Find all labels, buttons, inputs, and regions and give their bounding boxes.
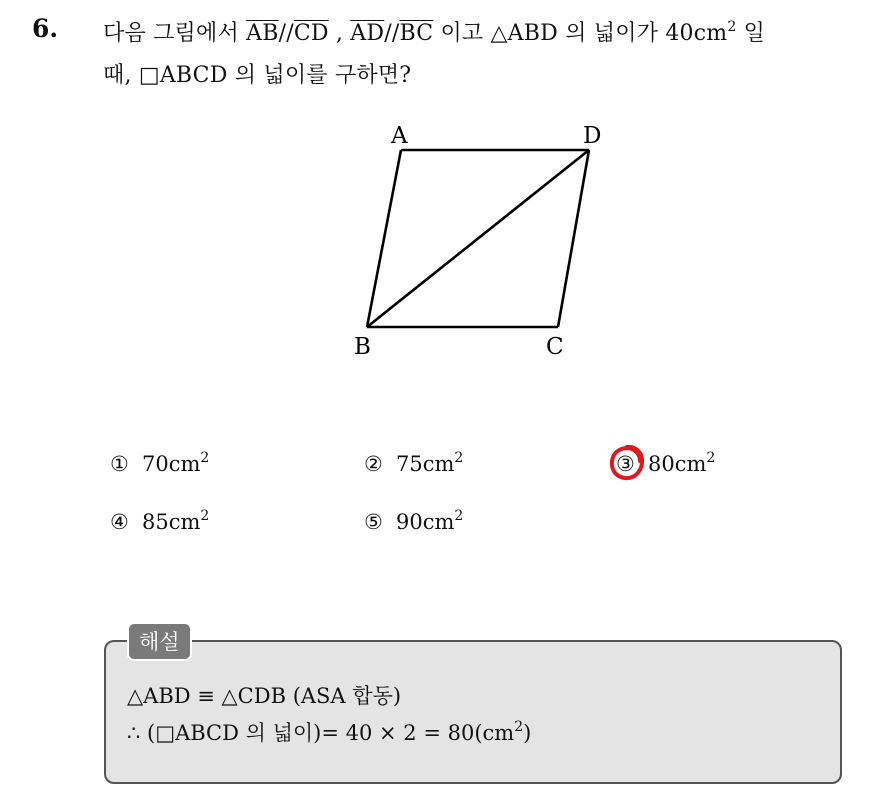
segment-ab: $\overline{AB}$ (246, 21, 279, 46)
question-number: 6. (32, 14, 59, 43)
superscript: 2 (514, 719, 524, 735)
choice-2[interactable] (364, 452, 463, 476)
choice-1[interactable] (110, 452, 209, 476)
choice-number (616, 452, 648, 476)
diagonal-bd (367, 150, 589, 327)
choice-3[interactable] (616, 452, 715, 476)
choice-number: ① (110, 452, 129, 476)
question-prefix: 다음 그림에서 (103, 21, 247, 46)
choice-value: 70cm (142, 452, 201, 476)
choice-value: 90cm (396, 510, 455, 534)
edge-dc (558, 150, 589, 327)
vertex-label-c: C (546, 334, 564, 360)
choice-value: 85cm (142, 510, 201, 534)
solution-line-2 (127, 717, 531, 747)
superscript: 2 (454, 450, 464, 466)
parallel-symbol: // (384, 21, 400, 46)
choice-number: ④ (110, 510, 129, 534)
answer-circle-mark (607, 443, 647, 483)
solution-equation: ∴ (□ABCD 의 넓이)= 40 × 2 = 80(cm (127, 721, 515, 745)
choice-4[interactable] (110, 510, 209, 534)
question-text-line-2: 때, □ABCD 의 넓이를 구하면? (103, 63, 412, 88)
superscript: 2 (706, 450, 716, 466)
superscript: 2 (200, 450, 210, 466)
choice-value: 80cm (648, 452, 707, 476)
comma: , (328, 21, 351, 46)
solution-box (104, 640, 842, 784)
segment-bc: $\overline{BC}$ (399, 21, 434, 46)
choice-number: ⑤ (364, 510, 383, 534)
choice-5[interactable] (364, 510, 463, 534)
superscript: 2 (454, 508, 464, 524)
superscript: 2 (727, 19, 737, 35)
question-condition: 이고 △ABD 의 넓이가 40cm (433, 21, 728, 46)
segment-ad: $\overline{AD}$ (350, 21, 385, 46)
solution-tab: 해설 (127, 622, 192, 661)
superscript: 2 (200, 508, 210, 524)
vertex-label-b: B (354, 334, 371, 360)
solution-line-1: △ABD ≡ △CDB (ASA 합동) (127, 684, 402, 708)
parallel-symbol: // (278, 21, 294, 46)
choice-number-text: ③ (616, 452, 635, 476)
parallelogram-figure (340, 112, 620, 374)
choice-number: ② (364, 452, 383, 476)
closing-paren: ) (523, 721, 532, 745)
question-text-line-1 (103, 16, 765, 47)
question-suffix: 일 (736, 21, 766, 46)
edge-ab (367, 150, 401, 327)
choice-value: 75cm (396, 452, 455, 476)
segment-cd: $\overline{CD}$ (293, 21, 329, 46)
vertex-label-d: D (583, 123, 602, 149)
vertex-label-a: A (391, 123, 408, 149)
